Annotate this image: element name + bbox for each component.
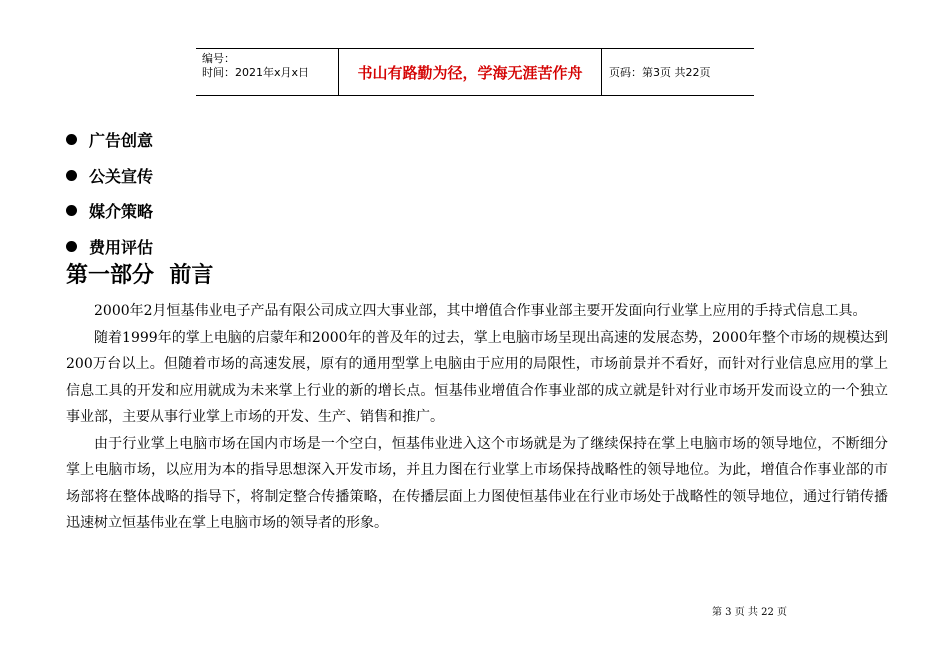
paragraph: 由于行业掌上电脑市场在国内市场是一个空白，恒基伟业进入这个市场就是为了继续保持在掌上电脑市场的领导地位，不断细分掌上电脑市场，以应用为本的指导思想深入开发市场，并且力图在行业掌上市场保持战略性的领导地位。为此，增值合作事业部的市场部将在整体战略的指导下，将制定整合传播策略，在传播层面上力图使恒基伟业在行业市场处于战略性的领导地位，通过行销传播迅速树立恒基伟业在掌上电脑市场的领导者的形象。 (66, 435, 888, 531)
paragraph: 2000年2月恒基伟业电子产品有限公司成立四大事业部，其中增值合作事业部主要开发面向行业掌上应用的手持式信息工具。 (94, 303, 867, 319)
section-title: 第一部分 前言 (66, 263, 214, 288)
bullet-item (66, 158, 153, 194)
page-code-text: 页码：第3页 共22页 (609, 66, 711, 79)
body-text (66, 298, 888, 537)
paragraph: 随着1999年的掌上电脑的启蒙年和2000年的普及年的过去，掌上电脑市场呈现出高速的发展态势，2000年整个市场的规模达到200万台以上。但随着市场的高速发展，原有的通用型掌上电脑由于应用的局限性，市场前景并不看好，而针对行业信息应用的掌上信息工具的开发和应用就成为未来掌上行业的新的增长点。恒基伟业增值合作事业部的成立就是针对行业市场开发而设立的一个独立事业部，主要从事行业掌上市场的开发、生产、销售和推广。 (66, 329, 888, 425)
header-table (196, 48, 754, 96)
header-info-cell (196, 49, 339, 95)
bullet-label: 费用评估 (89, 237, 154, 257)
motto-text: 书山有路勤为径，学海无涯苦作舟 (357, 63, 583, 82)
footer-page-number: 第 3 页 共 22 页 (712, 607, 787, 618)
page-code-cell (602, 49, 754, 95)
bullet-item (66, 193, 153, 229)
bullet-label: 广告创意 (89, 131, 154, 151)
bullet-item (66, 122, 153, 158)
bullet-dot-icon (66, 205, 77, 216)
bullet-label: 媒介策略 (89, 202, 154, 222)
motto-cell (339, 49, 602, 95)
number-label: 编号： (202, 52, 235, 65)
bullet-label: 公关宣传 (89, 166, 154, 186)
bullet-list (66, 122, 153, 264)
bullet-dot-icon (66, 134, 77, 145)
bullet-dot-icon (66, 170, 77, 181)
date-label: 时间：2021年x月x日 (202, 66, 310, 79)
bullet-dot-icon (66, 241, 77, 252)
